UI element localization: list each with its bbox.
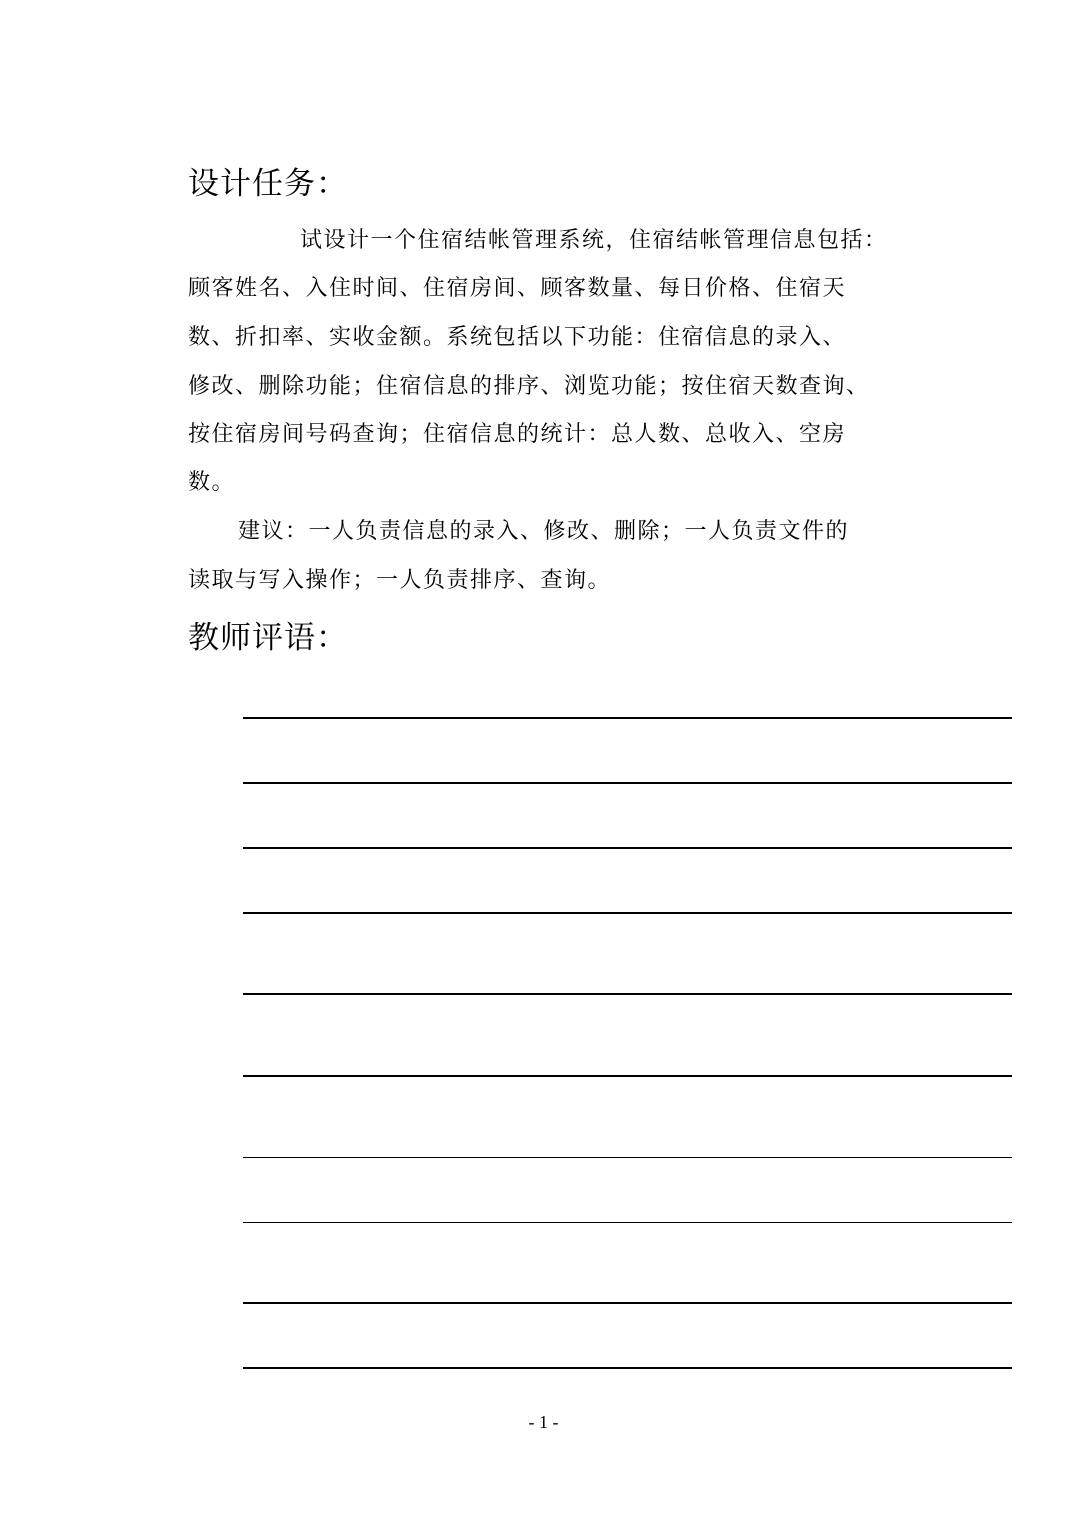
- task-line-3: 数、折扣率、实收金额。系统包括以下功能：住宿信息的录入、: [188, 325, 847, 350]
- comment-rule-9: [243, 1302, 1012, 1304]
- suggestion-line-1: 建议：一人负责信息的录入、修改、删除；一人负责文件的: [238, 519, 850, 544]
- page-number: - 1 -: [528, 1412, 559, 1432]
- comment-rule-2: [243, 782, 1012, 784]
- suggestion-line-2: 读取与写入操作；一人负责排序、查询。: [188, 568, 612, 593]
- task-line-6: 数。: [188, 470, 236, 495]
- task-line-2: 顾客姓名、入住时间、住宿房间、顾客数量、每日价格、住宿天: [188, 276, 847, 301]
- comment-rule-5: [243, 993, 1012, 995]
- comment-rule-10: [243, 1367, 1012, 1369]
- task-line-1: 试设计一个住宿结帐管理系统，住宿结帐管理信息包括：: [300, 228, 888, 253]
- task-line-4: 修改、删除功能；住宿信息的排序、浏览功能；按住宿天数查询、: [188, 374, 870, 399]
- comment-heading: 教师评语：: [188, 620, 348, 656]
- comment-rule-7: [243, 1157, 1012, 1158]
- comment-rule-8: [243, 1222, 1012, 1223]
- comment-rule-1: [243, 717, 1012, 719]
- task-line-5: 按住宿房间号码查询；住宿信息的统计：总人数、总收入、空房: [188, 422, 847, 447]
- task-heading: 设计任务：: [188, 166, 348, 202]
- comment-rule-3: [243, 847, 1012, 849]
- comment-rule-6: [243, 1075, 1012, 1077]
- comment-rule-4: [243, 912, 1012, 914]
